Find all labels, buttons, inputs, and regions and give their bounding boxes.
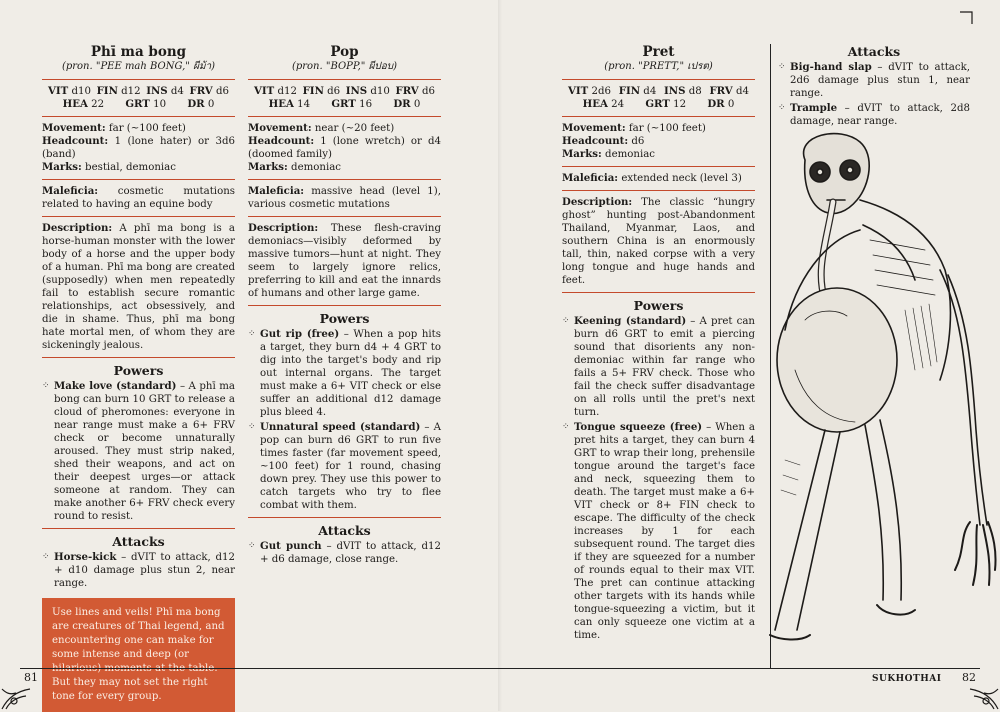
stat-vit: VIT d12 — [254, 85, 298, 97]
bullet-icon: ⁘ — [248, 329, 256, 339]
power-keening: ⁘ Keening (standard) – A pret can burn d6 GRT to emit a piercing sound that disorients any non-demoniac within far range who fails a 5+ FRV check. Those who fail the check suffer disadvantage on all rolls until the pret's next turn. — [562, 315, 755, 418]
callout-box: Use lines and veils! Phī ma bong are creatures of Thai legend, and encountering one can make for some intense and deep (or hilarious) moments at the table. But they may not set the right tone for every group. — [42, 598, 235, 712]
stat-grt: GRT 16 — [331, 98, 373, 110]
attack-gut-punch: ⁘ Gut punch – dVIT to attack, d12 + d6 damage, close range. — [248, 540, 441, 565]
attack-big-hand-slap: ⁘ Big-hand slap – dVIT to attack, 2d6 damage plus stun 1, near range. — [778, 61, 970, 99]
maleficia: Maleficia: massive head (level 1), various cosmetic mutations — [248, 185, 441, 210]
divider — [562, 79, 755, 80]
divider — [562, 166, 755, 167]
stat-dr: DR 0 — [393, 98, 421, 110]
attack-trample: ⁘ Trample – dVIT to attack, 2d8 damage, near range. — [778, 102, 970, 127]
divider — [248, 216, 441, 217]
divider — [42, 179, 235, 180]
stat-grt: GRT 12 — [645, 98, 687, 110]
divider — [248, 305, 441, 306]
corner-ornament-icon — [0, 669, 42, 711]
powers-heading: Powers — [319, 311, 370, 326]
page-number-left: 81 — [24, 671, 38, 684]
power-make-love: ⁘ Make love (standard) – A phī ma bong can burn 10 GRT to release a cloud of pheromones: everyone in near range must make a 6+ FRV check or become unnaturally aroused. They must strip naked, shed their weapons, and act on their deepest urges—or attack someone at random. They can make another 6+ FRV check every round to resist. — [42, 380, 235, 522]
bullet-icon: ⁘ — [42, 381, 50, 391]
powers-heading: Powers — [633, 298, 684, 313]
marks: Marks: bestial, demoniac — [42, 161, 176, 173]
stat-vit: VIT d10 — [48, 85, 92, 97]
stat-fin: FIN d6 — [302, 85, 341, 97]
divider — [42, 79, 235, 80]
description: Description: These flesh-craving demoniacs—visibly deformed by massive tumors—hunt at night. They seem to largely ignore relics, preferring to kill and eat the innards of humans and other large game. — [248, 222, 441, 299]
monster-phi-ma-bong — [42, 44, 235, 712]
monster-name: Pop — [330, 44, 359, 60]
stat-dr: DR 0 — [707, 98, 735, 110]
stats-row-2 — [248, 98, 441, 111]
monster-pronunciation: (pron. "PRETT," เปรต) — [604, 61, 713, 72]
monster-pret — [562, 44, 755, 644]
description: Description: A phī ma bong is a horse-human monster with the lower body of a horse and the upper body of a human. Phī ma bong are created (supposedly) when men repeatedly fail to establish secure romantic relationships, act obsessively, and die in shame. Thus, phī ma bong hate mortal men, of whom they are sickeningly jealous. — [42, 222, 235, 351]
bullet-icon: ⁘ — [42, 552, 50, 562]
monster-pop — [248, 44, 441, 568]
attack-horse-kick: ⁘ Horse-kick – dVIT to attack, d12 + d10 damage plus stun 2, near range. — [42, 551, 235, 589]
bullet-icon: ⁘ — [778, 62, 786, 72]
maleficia: Maleficia: extended neck (level 3) — [562, 172, 742, 184]
pret-attacks — [778, 44, 970, 130]
power-gut-rip: ⁘ Gut rip (free) – When a pop hits a target, they burn d4 + 4 GRT to dig into the target's body and rip out internal organs. The target must make a 6+ VIT check or else suffer an additional d12 damage plus bleed 4. — [248, 328, 441, 418]
stat-hea: HEA 14 — [268, 98, 311, 110]
headcount: Headcount: d6 — [562, 135, 645, 147]
stat-hea: HEA 24 — [582, 98, 625, 110]
stats-row-1 — [562, 85, 755, 98]
bullet-icon: ⁘ — [248, 422, 256, 432]
description: Description: The classic “hungry ghost” hunting post-Abandonment Thailand, Myanmar, Laos, and southern China is an enormously tall, thin, naked corpse with a very long tongue and huge hands and feet. — [562, 196, 755, 286]
stats-row-1 — [42, 85, 235, 98]
corner-ornament-icon — [958, 669, 1000, 711]
marks: Marks: demoniac — [562, 148, 655, 160]
attacks-heading: Attacks — [847, 44, 901, 59]
divider — [42, 528, 235, 529]
stat-hea: HEA 22 — [62, 98, 105, 110]
stat-grt: GRT 10 — [125, 98, 167, 110]
divider — [42, 116, 235, 117]
stats-row-1 — [248, 85, 441, 98]
divider — [248, 116, 441, 117]
divider — [562, 190, 755, 191]
bullet-icon: ⁘ — [562, 316, 570, 326]
stats-row-2 — [562, 98, 755, 111]
stat-dr: DR 0 — [187, 98, 215, 110]
powers-heading: Powers — [113, 363, 164, 378]
movement: Movement: far (~100 feet) — [42, 122, 186, 134]
marks: Marks: demoniac — [248, 161, 341, 173]
stat-vit: VIT 2d6 — [568, 85, 612, 97]
headcount: Headcount: 1 (lone hater) or 3d6 (band) — [42, 135, 235, 160]
power-tongue-squeeze: ⁘ Tongue squeeze (free) – When a pret hits a target, they can burn 4 GRT to wrap their long, prehensile tongue around the target's face and neck, squeezing them to death. The target must make a 6+ VIT check or 8+ FIN check to escape. The difficulty of the check increases by 1 for each subsequent round. The target dies if they are squeezed for a number of rounds equal to their max VIT. The pret can continue attacking other targets with its hands while tongue-squeezing a victim, but it can only squeeze one victim at a time. — [562, 421, 755, 641]
stat-ins: INS d10 — [345, 85, 390, 97]
power-unnatural-speed: ⁘ Unnatural speed (standard) – A pop can burn d6 GRT to run five times faster (far movement speed, ~100 feet) for 1 round, chasing down prey. They use this power to catch targets who try to flee combat with them. — [248, 421, 441, 511]
movement: Movement: near (~20 feet) — [248, 122, 395, 134]
running-head: SUKHOTHAI — [872, 674, 942, 684]
monster-name: Phī ma bong — [90, 44, 187, 60]
stat-ins: INS d8 — [664, 85, 702, 97]
attacks-heading: Attacks — [318, 523, 371, 538]
stat-ins: INS d4 — [146, 85, 184, 97]
divider — [248, 79, 441, 80]
stat-frv: FRV d4 — [709, 85, 749, 97]
page-gutter — [498, 0, 502, 711]
page-number-right: 82 — [962, 671, 976, 684]
monster-pronunciation: (pron. "BOPP," ผีปอบ) — [291, 61, 398, 72]
bullet-icon: ⁘ — [248, 541, 256, 551]
maleficia: Maleficia: cosmetic mutations related to having an equine body — [42, 185, 235, 210]
stat-frv: FRV d6 — [189, 85, 229, 97]
stat-fin: FIN d4 — [618, 85, 657, 97]
bullet-icon: ⁘ — [562, 422, 570, 432]
bottom-frame-line — [20, 668, 980, 669]
attacks-heading: Attacks — [112, 534, 165, 549]
monster-name: Pret — [642, 44, 675, 60]
pret-illustration — [765, 130, 997, 666]
bullet-icon: ⁘ — [778, 103, 786, 113]
divider — [42, 216, 235, 217]
divider — [248, 179, 441, 180]
stat-frv: FRV d6 — [395, 85, 435, 97]
divider — [248, 517, 441, 518]
movement: Movement: far (~100 feet) — [562, 122, 706, 134]
stats-row-2 — [42, 98, 235, 111]
divider — [562, 116, 755, 117]
headcount: Headcount: 1 (lone wretch) or d4 (doomed family) — [248, 135, 441, 160]
divider — [42, 357, 235, 358]
divider — [562, 292, 755, 293]
top-frame-line — [560, 10, 980, 30]
stat-fin: FIN d12 — [96, 85, 141, 97]
monster-pronunciation: (pron. "PEE mah BONG," ผีม้า) — [61, 61, 216, 72]
